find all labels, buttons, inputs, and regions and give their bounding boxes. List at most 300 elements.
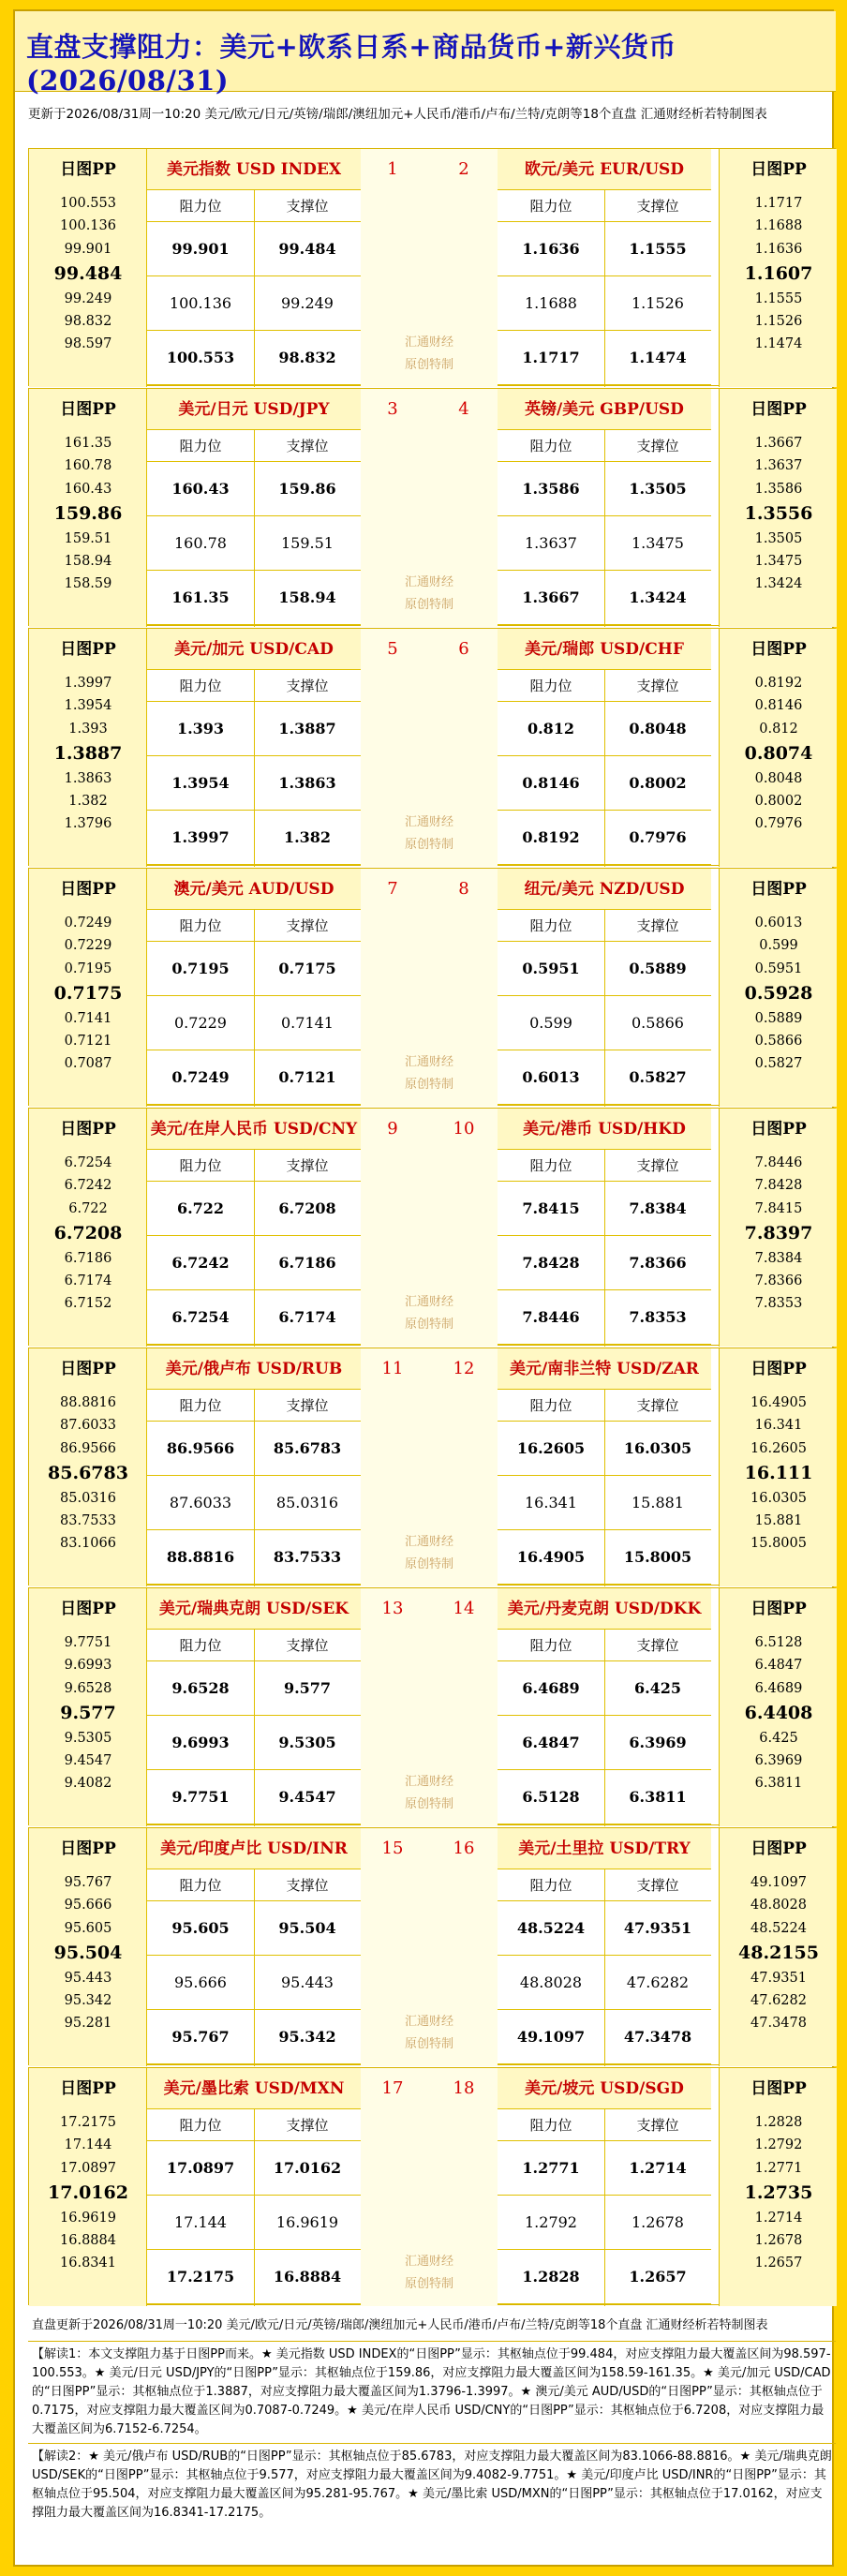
pair-name: 美元/加元 USD/CAD	[147, 629, 361, 670]
pivot-level: 16.341	[754, 1418, 803, 1433]
watermark-line: 原创特制	[404, 1797, 453, 1811]
support-value: 47.9351	[604, 1901, 711, 1956]
pivot-column	[719, 1109, 837, 1347]
pair-name: 美元/瑞郎 USD/CHF	[498, 629, 711, 670]
pivot-level: 1.3505	[754, 531, 803, 546]
footer	[28, 2311, 836, 2526]
pivot-level: 87.6033	[60, 1418, 116, 1433]
support-value: 83.7533	[254, 1530, 361, 1585]
support-value: 99.484	[254, 222, 361, 276]
pivot-level: 9.6528	[64, 1681, 112, 1696]
note-1: 【解读1：本文支撑阻力基于日图PP而来。★ 美元指数 USD INDEX的“日图PP”显示：其枢轴点位于99.484，对应支撑阻力最大覆盖区间为98.597-100.553。★ 美元/日元 USD/JPY的“日图PP”显示：其枢轴点位于159.86，对应支撑阻力最大覆盖区间为158.59-161.35。★ 美元/加元 USD/CAD的“日图PP”显示：其枢轴点位于1.3887，对应支撑阻力最大覆盖区间为1.3796-1.3997。★ 澳元/美元 AUD/USD的“日图PP”显示：其枢轴点位于0.7175，对应支撑阻力最大覆盖区间为0.7087-0.7249。★ 美元/在岸人民币 USD/CNY的“日图PP”显示：其枢轴点位于6.7208，对应支撑阻力最大覆盖区间为6.7152-6.7254。	[28, 2341, 836, 2443]
support-header: 支撑位	[604, 670, 711, 702]
pivot-level: 0.7976	[754, 816, 803, 831]
resistance-value: 1.1636	[498, 222, 604, 276]
pivot-column	[29, 1348, 147, 1586]
pivot-column	[29, 149, 147, 387]
support-value: 16.0305	[604, 1422, 711, 1476]
pivot-level: 1.393	[68, 722, 108, 737]
level-table	[498, 389, 711, 627]
pivot-level: 83.7533	[60, 1513, 116, 1528]
pivot-header: 日图PP	[750, 400, 807, 419]
panels-container	[28, 148, 836, 2307]
pair-number: 10	[453, 1119, 475, 1139]
resistance-value: 0.5951	[498, 942, 604, 996]
support-header: 支撑位	[604, 1869, 711, 1901]
column-divider	[254, 910, 255, 1107]
watermark-line: 汇通财经	[404, 575, 453, 589]
pivot-level: 1.1636	[754, 242, 803, 257]
pair-number: 16	[453, 1839, 475, 1858]
pivot-value: 95.504	[53, 1943, 123, 1963]
pivot-header: 日图PP	[60, 160, 116, 179]
pivot-header: 日图PP	[750, 1839, 807, 1858]
resistance-value: 7.8446	[498, 1290, 604, 1345]
pivot-column	[719, 2068, 837, 2306]
pivot-value: 159.86	[53, 503, 123, 524]
center-column	[361, 1588, 498, 1826]
support-value: 1.2714	[604, 2141, 711, 2196]
pivot-column	[719, 149, 837, 387]
support-value: 6.425	[604, 1661, 711, 1716]
column-divider	[254, 670, 255, 867]
title-bar	[15, 11, 836, 97]
column-divider	[254, 1869, 255, 2066]
pivot-header: 日图PP	[750, 2079, 807, 2098]
pivot-level: 6.5128	[754, 1635, 803, 1650]
pair-panel	[28, 388, 836, 626]
support-value: 0.7175	[254, 942, 361, 996]
pivot-level: 17.0897	[60, 2161, 116, 2176]
support-value: 7.8366	[604, 1236, 711, 1290]
pivot-level: 0.8048	[754, 771, 803, 786]
pair-number: 11	[381, 1359, 404, 1378]
pivot-column	[719, 629, 837, 867]
pivot-value: 9.577	[60, 1703, 116, 1723]
resistance-value: 1.2792	[498, 2196, 604, 2250]
resistance-value: 95.767	[147, 2010, 254, 2064]
watermark-line: 原创特制	[404, 598, 453, 612]
support-header: 支撑位	[604, 1630, 711, 1661]
pivot-value: 0.5928	[744, 983, 813, 1004]
update-line: 更新于2026/08/31周一10:20 美元/欧元/日元/英镑/瑞郎/澳纽加元+人民币/港币/卢布/兰特/克朗等18个直盘 汇通财经析若特制图表	[28, 107, 767, 122]
resistance-value: 0.812	[498, 702, 604, 756]
level-table	[147, 1348, 361, 1586]
pivot-level: 16.4905	[750, 1395, 807, 1410]
pair-panel	[28, 1348, 836, 1586]
pair-name: 美元/丹麦克朗 USD/DKK	[498, 1588, 711, 1630]
support-value: 1.1555	[604, 222, 711, 276]
pivot-level: 0.7141	[64, 1011, 112, 1026]
pair-name: 美元/港币 USD/HKD	[498, 1109, 711, 1150]
pivot-level: 6.4847	[754, 1658, 803, 1673]
pivot-header: 日图PP	[750, 880, 807, 899]
support-header: 支撑位	[604, 910, 711, 942]
support-value: 0.8002	[604, 756, 711, 811]
pivot-value: 48.2155	[738, 1943, 819, 1963]
pivot-level: 1.2792	[754, 2137, 803, 2152]
pair-name: 美元/日元 USD/JPY	[147, 389, 361, 430]
pivot-level: 1.3667	[754, 436, 803, 451]
support-value: 7.8384	[604, 1182, 711, 1236]
pivot-level: 98.832	[64, 314, 112, 329]
resistance-value: 1.3586	[498, 462, 604, 516]
resistance-value: 16.341	[498, 1476, 604, 1530]
resistance-header: 阻力位	[498, 1869, 604, 1901]
column-divider	[604, 1150, 605, 1347]
resistance-header: 阻力位	[147, 190, 254, 222]
resistance-value: 0.8192	[498, 811, 604, 865]
pivot-level: 15.8005	[750, 1536, 807, 1551]
level-table	[498, 869, 711, 1107]
resistance-value: 161.35	[147, 571, 254, 625]
level-table	[147, 869, 361, 1107]
resistance-header: 阻力位	[498, 190, 604, 222]
column-divider	[254, 190, 255, 387]
pivot-level: 7.8446	[754, 1155, 803, 1170]
support-value: 15.881	[604, 1476, 711, 1530]
watermark-line: 原创特制	[404, 1557, 453, 1571]
resistance-value: 48.5224	[498, 1901, 604, 1956]
pair-number: 15	[381, 1839, 404, 1858]
pivot-value: 85.6783	[48, 1463, 128, 1483]
pair-number: 8	[458, 879, 469, 899]
pivot-level: 1.1474	[754, 336, 803, 351]
pivot-column	[719, 389, 837, 627]
support-value: 159.51	[254, 516, 361, 571]
pair-number: 4	[458, 399, 469, 419]
pair-number: 7	[387, 879, 398, 899]
support-value: 85.0316	[254, 1476, 361, 1530]
resistance-value: 17.144	[147, 2196, 254, 2250]
resistance-header: 阻力位	[147, 1150, 254, 1182]
pivot-column	[719, 1348, 837, 1586]
pair-panel	[28, 1587, 836, 1825]
resistance-value: 1.3997	[147, 811, 254, 865]
support-value: 6.7174	[254, 1290, 361, 1345]
pair-name: 美元/墨比索 USD/MXN	[147, 2068, 361, 2109]
support-value: 0.5889	[604, 942, 711, 996]
level-table	[147, 1588, 361, 1826]
pivot-level: 0.8002	[754, 794, 803, 809]
watermark-line: 汇通财经	[404, 1055, 453, 1069]
pair-name: 美元指数 USD INDEX	[147, 149, 361, 190]
pair-panel	[28, 1108, 836, 1346]
pivot-level: 161.35	[64, 436, 112, 451]
pivot-level: 158.59	[64, 576, 112, 591]
support-value: 9.4547	[254, 1770, 361, 1824]
resistance-header: 阻力位	[498, 1630, 604, 1661]
pivot-header: 日图PP	[750, 1120, 807, 1139]
resistance-value: 16.4905	[498, 1530, 604, 1585]
resistance-value: 1.2828	[498, 2250, 604, 2304]
pair-name: 澳元/美元 AUD/USD	[147, 869, 361, 910]
resistance-value: 49.1097	[498, 2010, 604, 2064]
pivot-value: 0.8074	[744, 743, 813, 764]
resistance-value: 95.666	[147, 1956, 254, 2010]
pivot-level: 6.7174	[64, 1273, 112, 1288]
pivot-level: 6.425	[759, 1731, 798, 1746]
pivot-level: 1.1717	[754, 196, 803, 211]
pivot-value: 1.2735	[744, 2182, 813, 2203]
pair-panel	[28, 148, 836, 386]
watermark-line: 汇通财经	[404, 1775, 453, 1789]
watermark-line: 汇通财经	[404, 815, 453, 829]
pivot-level: 49.1097	[750, 1875, 807, 1890]
pivot-header: 日图PP	[750, 640, 807, 659]
watermark-line: 原创特制	[404, 1318, 453, 1332]
support-value: 158.94	[254, 571, 361, 625]
pivot-column	[29, 389, 147, 627]
level-table	[498, 629, 711, 867]
support-header: 支撑位	[604, 1150, 711, 1182]
resistance-value: 6.722	[147, 1182, 254, 1236]
pivot-level: 86.9566	[60, 1441, 116, 1456]
pivot-level: 17.2175	[60, 2115, 116, 2130]
pivot-level: 0.7249	[64, 916, 112, 931]
support-header: 支撑位	[604, 430, 711, 462]
pivot-level: 6.3811	[754, 1776, 803, 1791]
pivot-column	[29, 1109, 147, 1347]
pivot-header: 日图PP	[60, 1600, 116, 1618]
pivot-level: 1.2828	[754, 2115, 803, 2130]
watermark-line: 原创特制	[404, 838, 453, 852]
pivot-level: 6.4689	[754, 1681, 803, 1696]
pivot-level: 48.8028	[750, 1898, 807, 1913]
pivot-level: 9.7751	[64, 1635, 112, 1650]
pivot-level: 99.249	[64, 291, 112, 306]
pivot-value: 6.4408	[744, 1703, 813, 1723]
pivot-level: 6.722	[68, 1201, 108, 1216]
pivot-level: 1.1555	[754, 291, 803, 306]
resistance-value: 6.7242	[147, 1236, 254, 1290]
support-value: 95.504	[254, 1901, 361, 1956]
support-value: 1.3863	[254, 756, 361, 811]
pivot-level: 16.9619	[60, 2211, 116, 2226]
pivot-level: 48.5224	[750, 1921, 807, 1936]
resistance-value: 1.3637	[498, 516, 604, 571]
pivot-value: 0.7175	[53, 983, 123, 1004]
resistance-value: 1.2771	[498, 2141, 604, 2196]
support-header: 支撑位	[254, 1150, 361, 1182]
pivot-level: 6.7152	[64, 1296, 112, 1311]
level-table	[147, 629, 361, 867]
pivot-column	[719, 1828, 837, 2066]
pivot-level: 7.8428	[754, 1178, 803, 1193]
resistance-value: 0.7195	[147, 942, 254, 996]
resistance-header: 阻力位	[498, 670, 604, 702]
pivot-level: 15.881	[754, 1513, 803, 1528]
pivot-level: 160.78	[64, 458, 112, 473]
center-column	[361, 869, 498, 1107]
footer-update: 直盘更新于2026/08/31周一10:20 美元/欧元/日元/英镑/瑞郎/澳纽加元+人民币/港币/卢布/兰特/克朗等18个直盘 汇通财经析若特制图表	[32, 2318, 768, 2332]
pivot-level: 7.8366	[754, 1273, 803, 1288]
page-title: 直盘支撑阻力：美元+欧系日系+商品货币+新兴货币(2026/08/31)	[26, 31, 676, 97]
pivot-level: 98.597	[64, 336, 112, 351]
resistance-header: 阻力位	[498, 1390, 604, 1422]
support-value: 1.1474	[604, 331, 711, 385]
pivot-level: 47.3478	[750, 2016, 807, 2031]
resistance-header: 阻力位	[147, 1390, 254, 1422]
resistance-value: 6.5128	[498, 1770, 604, 1824]
pivot-level: 9.6993	[64, 1658, 112, 1673]
pivot-value: 1.3556	[744, 503, 813, 524]
pivot-level: 158.94	[64, 554, 112, 569]
pivot-level: 95.767	[64, 1875, 112, 1890]
watermark-line: 汇通财经	[404, 1295, 453, 1309]
resistance-header: 阻力位	[147, 1630, 254, 1661]
center-column	[361, 149, 498, 387]
support-header: 支撑位	[254, 1390, 361, 1422]
pivot-level: 1.2771	[754, 2161, 803, 2176]
resistance-value: 1.1717	[498, 331, 604, 385]
resistance-value: 0.8146	[498, 756, 604, 811]
pivot-level: 7.8353	[754, 1296, 803, 1311]
resistance-value: 1.3667	[498, 571, 604, 625]
level-table	[498, 149, 711, 387]
resistance-value: 1.3954	[147, 756, 254, 811]
resistance-value: 1.393	[147, 702, 254, 756]
pivot-level: 0.7195	[64, 961, 112, 976]
support-value: 1.1526	[604, 276, 711, 331]
pair-name: 美元/瑞典克朗 USD/SEK	[147, 1588, 361, 1630]
pivot-level: 100.136	[60, 218, 116, 233]
pivot-level: 9.4547	[64, 1753, 112, 1768]
column-divider	[604, 430, 605, 627]
level-table	[147, 2068, 361, 2306]
support-value: 95.342	[254, 2010, 361, 2064]
resistance-value: 86.9566	[147, 1422, 254, 1476]
pivot-level: 6.7186	[64, 1251, 112, 1266]
center-column	[361, 1828, 498, 2066]
pivot-level: 95.443	[64, 1971, 112, 1986]
support-header: 支撑位	[254, 1630, 361, 1661]
pivot-level: 95.342	[64, 1993, 112, 2008]
support-header: 支撑位	[254, 1869, 361, 1901]
pivot-level: 99.901	[64, 242, 112, 257]
pivot-level: 1.3424	[754, 576, 803, 591]
pair-name: 美元/南非兰特 USD/ZAR	[498, 1348, 711, 1390]
pivot-level: 6.7254	[64, 1155, 112, 1170]
watermark-line: 原创特制	[404, 1078, 453, 1092]
pivot-level: 160.43	[64, 482, 112, 497]
resistance-header: 阻力位	[498, 430, 604, 462]
pivot-level: 16.8884	[60, 2233, 116, 2248]
pivot-level: 17.144	[64, 2137, 112, 2152]
pivot-level: 0.5951	[754, 961, 803, 976]
pivot-level: 16.8341	[60, 2256, 116, 2271]
level-table	[147, 389, 361, 627]
support-value: 47.6282	[604, 1956, 711, 2010]
support-value: 0.5827	[604, 1050, 711, 1105]
support-value: 1.3424	[604, 571, 711, 625]
support-value: 6.3811	[604, 1770, 711, 1824]
pair-name: 欧元/美元 EUR/USD	[498, 149, 711, 190]
pivot-column	[29, 629, 147, 867]
center-column	[361, 1109, 498, 1347]
level-table	[498, 1109, 711, 1347]
support-value: 7.8353	[604, 1290, 711, 1345]
resistance-value: 160.78	[147, 516, 254, 571]
support-value: 1.2678	[604, 2196, 711, 2250]
pair-name: 美元/俄卢布 USD/RUB	[147, 1348, 361, 1390]
center-column	[361, 389, 498, 627]
pivot-level: 1.1526	[754, 314, 803, 329]
pivot-level: 1.2657	[754, 2256, 803, 2271]
pivot-level: 16.2605	[750, 1441, 807, 1456]
watermark-line: 汇通财经	[404, 2255, 453, 2269]
pair-panel	[28, 1827, 836, 2065]
support-value: 0.7121	[254, 1050, 361, 1105]
pivot-level: 1.3954	[64, 698, 112, 713]
pivot-level: 88.8816	[60, 1395, 116, 1410]
support-value: 6.3969	[604, 1716, 711, 1770]
resistance-value: 100.553	[147, 331, 254, 385]
pivot-level: 1.2678	[754, 2233, 803, 2248]
page-frame	[13, 9, 834, 2567]
support-value: 47.3478	[604, 2010, 711, 2064]
pivot-header: 日图PP	[60, 880, 116, 899]
support-value: 9.577	[254, 1661, 361, 1716]
pair-number: 13	[381, 1599, 404, 1618]
pivot-level: 1.3637	[754, 458, 803, 473]
support-value: 0.5866	[604, 996, 711, 1050]
pair-name: 英镑/美元 GBP/USD	[498, 389, 711, 430]
pivot-value: 16.111	[744, 1463, 813, 1483]
pair-name: 纽元/美元 NZD/USD	[498, 869, 711, 910]
pair-name: 美元/在岸人民币 USD/CNY	[147, 1109, 361, 1150]
resistance-header: 阻力位	[498, 2109, 604, 2141]
resistance-value: 16.2605	[498, 1422, 604, 1476]
support-value: 1.3505	[604, 462, 711, 516]
resistance-value: 7.8415	[498, 1182, 604, 1236]
support-value: 99.249	[254, 276, 361, 331]
resistance-value: 0.7229	[147, 996, 254, 1050]
support-header: 支撑位	[254, 430, 361, 462]
pivot-level: 1.382	[68, 794, 108, 809]
resistance-header: 阻力位	[498, 910, 604, 942]
support-header: 支撑位	[604, 190, 711, 222]
pivot-level: 6.3969	[754, 1753, 803, 1768]
level-table	[147, 1828, 361, 2066]
resistance-value: 160.43	[147, 462, 254, 516]
support-value: 15.8005	[604, 1530, 711, 1585]
pair-name: 美元/印度卢比 USD/INR	[147, 1828, 361, 1869]
pivot-value: 99.484	[53, 263, 123, 284]
pivot-level: 1.3997	[64, 676, 112, 691]
column-divider	[254, 1390, 255, 1586]
support-value: 0.8048	[604, 702, 711, 756]
pivot-value: 7.8397	[744, 1223, 813, 1243]
support-header: 支撑位	[604, 2109, 711, 2141]
level-table	[498, 1828, 711, 2066]
support-value: 0.7976	[604, 811, 711, 865]
pair-number: 2	[458, 159, 469, 179]
resistance-value: 9.6993	[147, 1716, 254, 1770]
pivot-level: 47.6282	[750, 1993, 807, 2008]
support-value: 17.0162	[254, 2141, 361, 2196]
support-header: 支撑位	[254, 190, 361, 222]
pivot-level: 7.8384	[754, 1251, 803, 1266]
pivot-level: 1.2714	[754, 2211, 803, 2226]
level-table	[498, 1588, 711, 1826]
resistance-header: 阻力位	[147, 1869, 254, 1901]
pivot-column	[29, 1588, 147, 1826]
pivot-value: 6.7208	[53, 1223, 123, 1243]
note-2: 【解读2：★ 美元/俄卢布 USD/RUB的“日图PP”显示：其枢轴点位于85.6783，对应支撑阻力最大覆盖区间为83.1066-88.8816。★ 美元/瑞典克朗 USD/SEK的“日图PP”显示：其枢轴点位于9.577，对应支撑阻力最大覆盖区间为9.4082-9.7751。★ 美元/印度卢比 USD/INR的“日图PP”显示：其枢轴点位于95.504，对应支撑阻力最大覆盖区间为95.281-95.767。★ 美元/墨比索 USD/MXN的“日图PP”显示：其枢轴点位于17.0162，对应支撑阻力最大覆盖区间为16.8341-17.2175。	[28, 2443, 836, 2526]
support-value: 1.3887	[254, 702, 361, 756]
pivot-level: 0.5827	[754, 1056, 803, 1071]
